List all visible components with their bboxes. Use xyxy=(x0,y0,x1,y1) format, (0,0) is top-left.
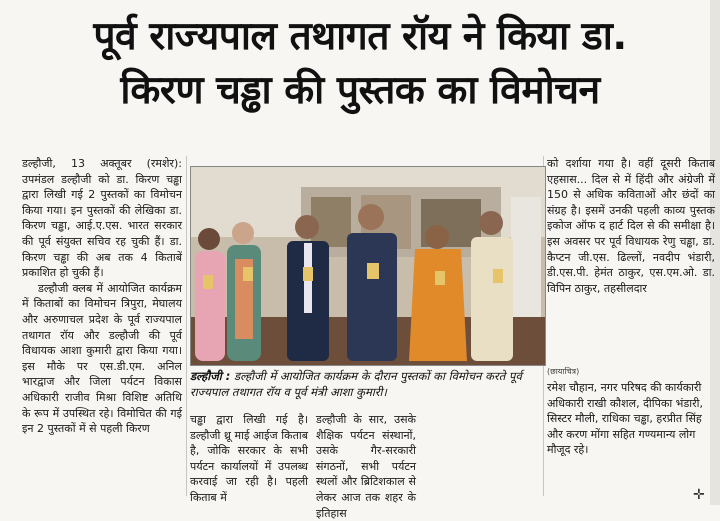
left-column xyxy=(22,156,182,496)
bottom-column-1 xyxy=(190,412,308,504)
right-paragraph-2-text: रमेश चौहान, नगर परिषद की कार्यकारी अधिकारी राखी कौशल, दीपिका भंडारी, सिस्टर मौली, राधिका चड्ढा, हरप्रीत सिंह और करण मोंगा सहित गण्यमान्य लोग मौजूद रहे। xyxy=(547,381,703,457)
headline-line-1: पूर्व राज्यपाल तथागत रॉय ने किया डा. xyxy=(93,14,627,59)
left-paragraph-2: डल्हौजी क्लब में आयोजित कार्यक्रम में किताबों का विमोचन त्रिपुरा, मेघालय और अरुणाचल प्रदेश के पूर्व राज्यपाल तथागत रॉय और डल्हौजी की पूर्व विधायक आशा कुमारी द्वारा किया गया। इस मौके पर एस.डी.एम. अनिल भारद्वाज और जिला पर्यटन विकास अधिकारी राजीव मिश्रा विशिष्ट अतिथि के रूप में उपस्थित रहे। विमोचित की गई इन 2 पुस्तकों में से पहली किरण xyxy=(22,281,182,436)
caption-tag: डल्हौजी : xyxy=(190,369,231,383)
bottom-column-1-text: चड्ढा द्वारा लिखी गई है। डल्हौजी थ्रू माई आईज किताब है, जोकि सरकार के सभी पर्यटन कार्यालयों में उपलब्ध करवाई जा रही है। पहली किताब में xyxy=(190,413,308,504)
photo-credit: (छायाचित्र) xyxy=(547,367,580,376)
photo-caption xyxy=(190,368,544,400)
headline-line-2: किरण चड्ढा की पुस्तक का विमोचन xyxy=(120,68,600,113)
crop-mark-icon: ✛ xyxy=(693,487,705,503)
right-paragraph-2 xyxy=(547,380,715,458)
photo-illustration xyxy=(191,167,545,365)
bottom-column-2 xyxy=(316,412,416,520)
caption-text: डल्हौजी में आयोजित कार्यक्रम के दौरान पुस्तकों का विमोचन करते पूर्व राज्यपाल तथागत रॉय व पूर्व मंत्री आशा कुमारी। xyxy=(190,369,522,399)
article-headline xyxy=(0,10,720,118)
column-divider xyxy=(186,156,187,496)
bottom-column-2-text: डल्हौजी के सार, उसके शैक्षिक पर्यटन संस्थानों, उसके गैर-सरकारी संगठनों, सभी पर्यटन स्थलों और ब्रिटिशकाल से लेकर आज तक शहर के इतिहास xyxy=(316,413,416,520)
right-column xyxy=(547,156,715,364)
right-paragraph-1: को दर्शाया गया है। वहीं दूसरी किताब एहसास... दिल से में हिंदी और अंग्रेजी में 150 से अधिक कविताओं और छंदों का संग्रह है। इसमें उनकी पहली काव्य पुस्तक इकोज ऑफ द हार्ट दिल से की समीक्षा है। इस अवसर पर पूर्व विधायक रेणु चड्ढा, डा. कैप्टन जी.एस. ढिल्लों, नवदीप भंडारी, डी.एस.पी. हेमंत ठाकुर, एस.एम.ओ. डा. विपिन ठाकुर, तहसीलदार xyxy=(547,157,715,295)
left-paragraph-1: डल्हौजी, 13 अक्तूबर (रमशेर): उपमंडल डल्हौजी को डा. किरण चड्ढा द्वारा लिखी गई 2 पुस्तकों का विमोचन किया गया। इन पुस्तकों की लेखिका डा. किरण चड्ढा, आई.ए.एस. भारत सरकार की पूर्व संयुक्त सचिव रह चुकी हैं। डा. किरण चड्ढा की अब तक 4 किताबें प्रकाशित हो चुकी हैं। xyxy=(22,157,182,280)
news-photo xyxy=(190,166,546,366)
